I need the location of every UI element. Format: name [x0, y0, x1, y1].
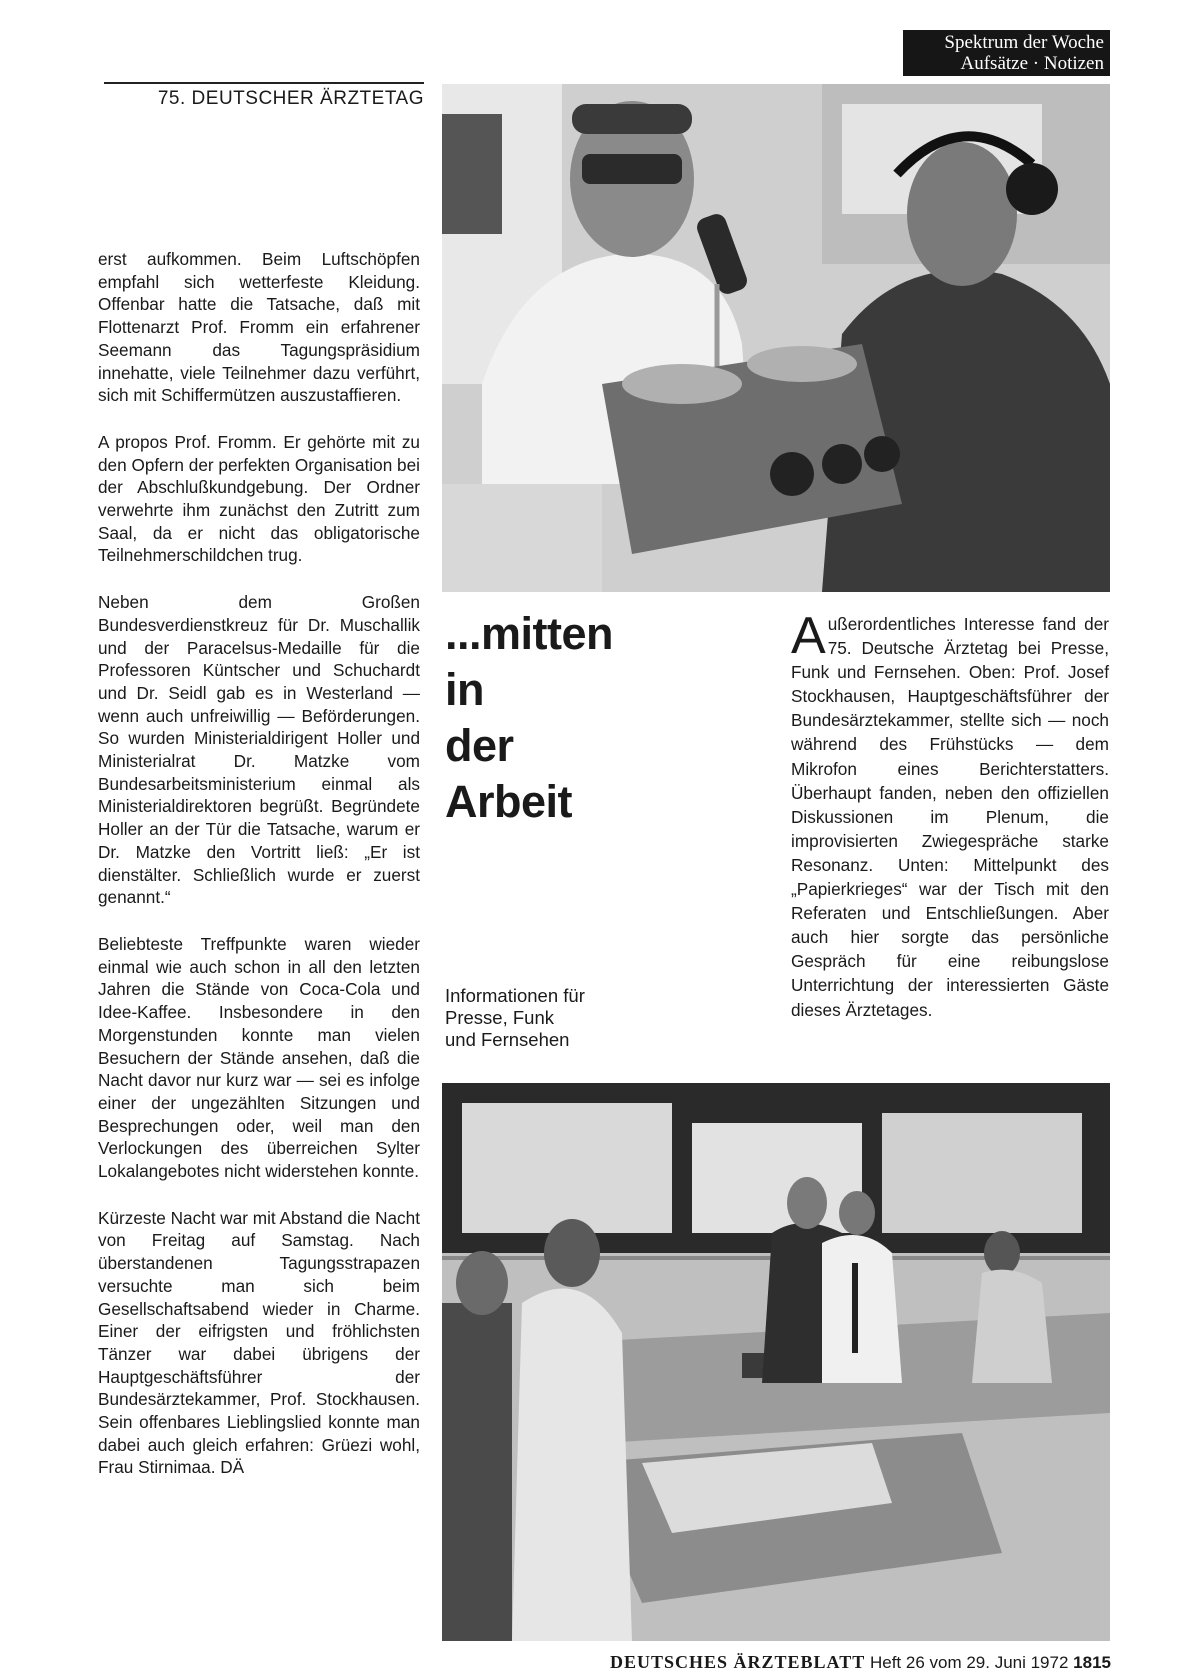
subhead-line: Presse, Funk [445, 1007, 554, 1028]
paragraph: Kürzeste Nacht war mit Abstand die Nacht von Freitag auf Samstag. Nach überstandenen Tagungsstrapazen versuchte man sich beim Gesellschaftsabend wieder in Charme. Einer der eifrigsten und fröhlichsten Tänzer war dabei übrigens der Hauptgeschäftsführer der Bundesärztekammer, Prof. Stockhausen. Sein offenbares Lieblingslied konnte man dabei auch gleich erfahren: Grüezi wohl, Frau Stirnimaa. DÄ [98, 1207, 420, 1478]
page-number: 1815 [1073, 1653, 1111, 1672]
dropcap: A [791, 607, 826, 665]
caption-text: ußerordentliches Interesse fand der 75. Deutsche Ärztetag bei Presse, Funk und Fernsehen. Oben: Prof. Josef Stockhausen, Hauptgeschäftsführer der Bundesärztekammer, stellte sich — noch während des Frühstücks — dem Mikrofon eines Berichterstatters. Überhaupt fanden, neben den offiziellen Diskussionen im Plenum, die improvisierten Zwiegespräche starke Resonanz. Unten: Mittelpunkt des „Papierkrieges“ war der Tisch mit den Referaten und Entschließungen. Aber auch hier sorgte das persönliche Gespräch für eine reibungslose Unterrichtung der interessierten Gäste dieses Ärztetages. [791, 614, 1109, 1020]
photo-caption [791, 607, 1109, 1022]
section-tag [903, 30, 1110, 76]
interview-photo [442, 84, 1110, 592]
headline-line: in [445, 664, 484, 715]
section-tag-line2: Aufsätze · Notizen [960, 53, 1104, 74]
headline [445, 606, 695, 830]
headline-line: der [445, 720, 514, 771]
paragraph: erst aufkommen. Beim Luftschöpfen empfahl sich wetterfeste Kleidung. Offenbar hatte die Tatsache, daß mit Flottenarzt Prof. Fromm ein erfahrener Seemann das Tagungspräsidium innehatte, viele Teilnehmer dazu verführt, sich mit Schiffermützen auszustaffieren. [98, 249, 420, 406]
magazine-name: DEUTSCHES ÄRZTEBLATT [609, 1652, 866, 1672]
issue-info: Heft 26 vom 29. Juni 1972 [869, 1653, 1069, 1672]
headline-line: ...mitten [445, 608, 614, 659]
subhead [445, 985, 665, 1051]
paragraph: Neben dem Großen Bundesverdienstkreuz für Dr. Muschallik und der Paracelsus-Medaille für die Professoren Küntscher und Schuchardt und Dr. Seidl gab es in Westerland — wenn auch unfreiwillig — Beförderungen. So wurden Ministerialdirigent Holler und Ministerialrat Dr. Matzke vom Bundesarbeitsministerium einmal als Ministerialdirektoren begrüßt. Begründete Holler an der Tür die Tatsache, warum er Dr. Matzke den Vortritt ließ: „Er ist dienstälter. Schließlich wurde er zuerst genannt.“ [98, 592, 420, 908]
rubric-rule [104, 82, 424, 84]
subhead-line: und Fernsehen [445, 1029, 570, 1050]
left-column [98, 248, 420, 1503]
page-footer [497, 1652, 1111, 1673]
headline-line: Arbeit [445, 776, 573, 827]
section-tag-line1: Spektrum der Woche [944, 32, 1104, 53]
press-room-photo [442, 1083, 1110, 1641]
subhead-line: Informationen für [445, 985, 585, 1006]
rubric: 75. DEUTSCHER ÄRZTETAG [157, 88, 424, 109]
paragraph: Beliebteste Treffpunkte waren wieder einmal wie auch schon in all den letzten Jahren die Stände von Coca-Cola und Idee-Kaffee. Insbesondere in den Morgenstunden konnte man vielen Besuchern der Stände ansehen, daß die Nacht davor nur kurz war — sei es infolge einer der ungezählten Sitzungen und Besprechungen oder, weil man den Verlockungen des überreichen Sylter Lokalangebotes nicht widerstehen konnte. [98, 933, 420, 1182]
paragraph: A propos Prof. Fromm. Er gehörte mit zu den Opfern der perfekten Organisation bei der Abschlußkundgebung. Der Ordner verwehrte ihm zunächst den Zutritt zum Saal, da er nicht das obligatorische Teilnehmerschildchen trug. [98, 431, 420, 566]
